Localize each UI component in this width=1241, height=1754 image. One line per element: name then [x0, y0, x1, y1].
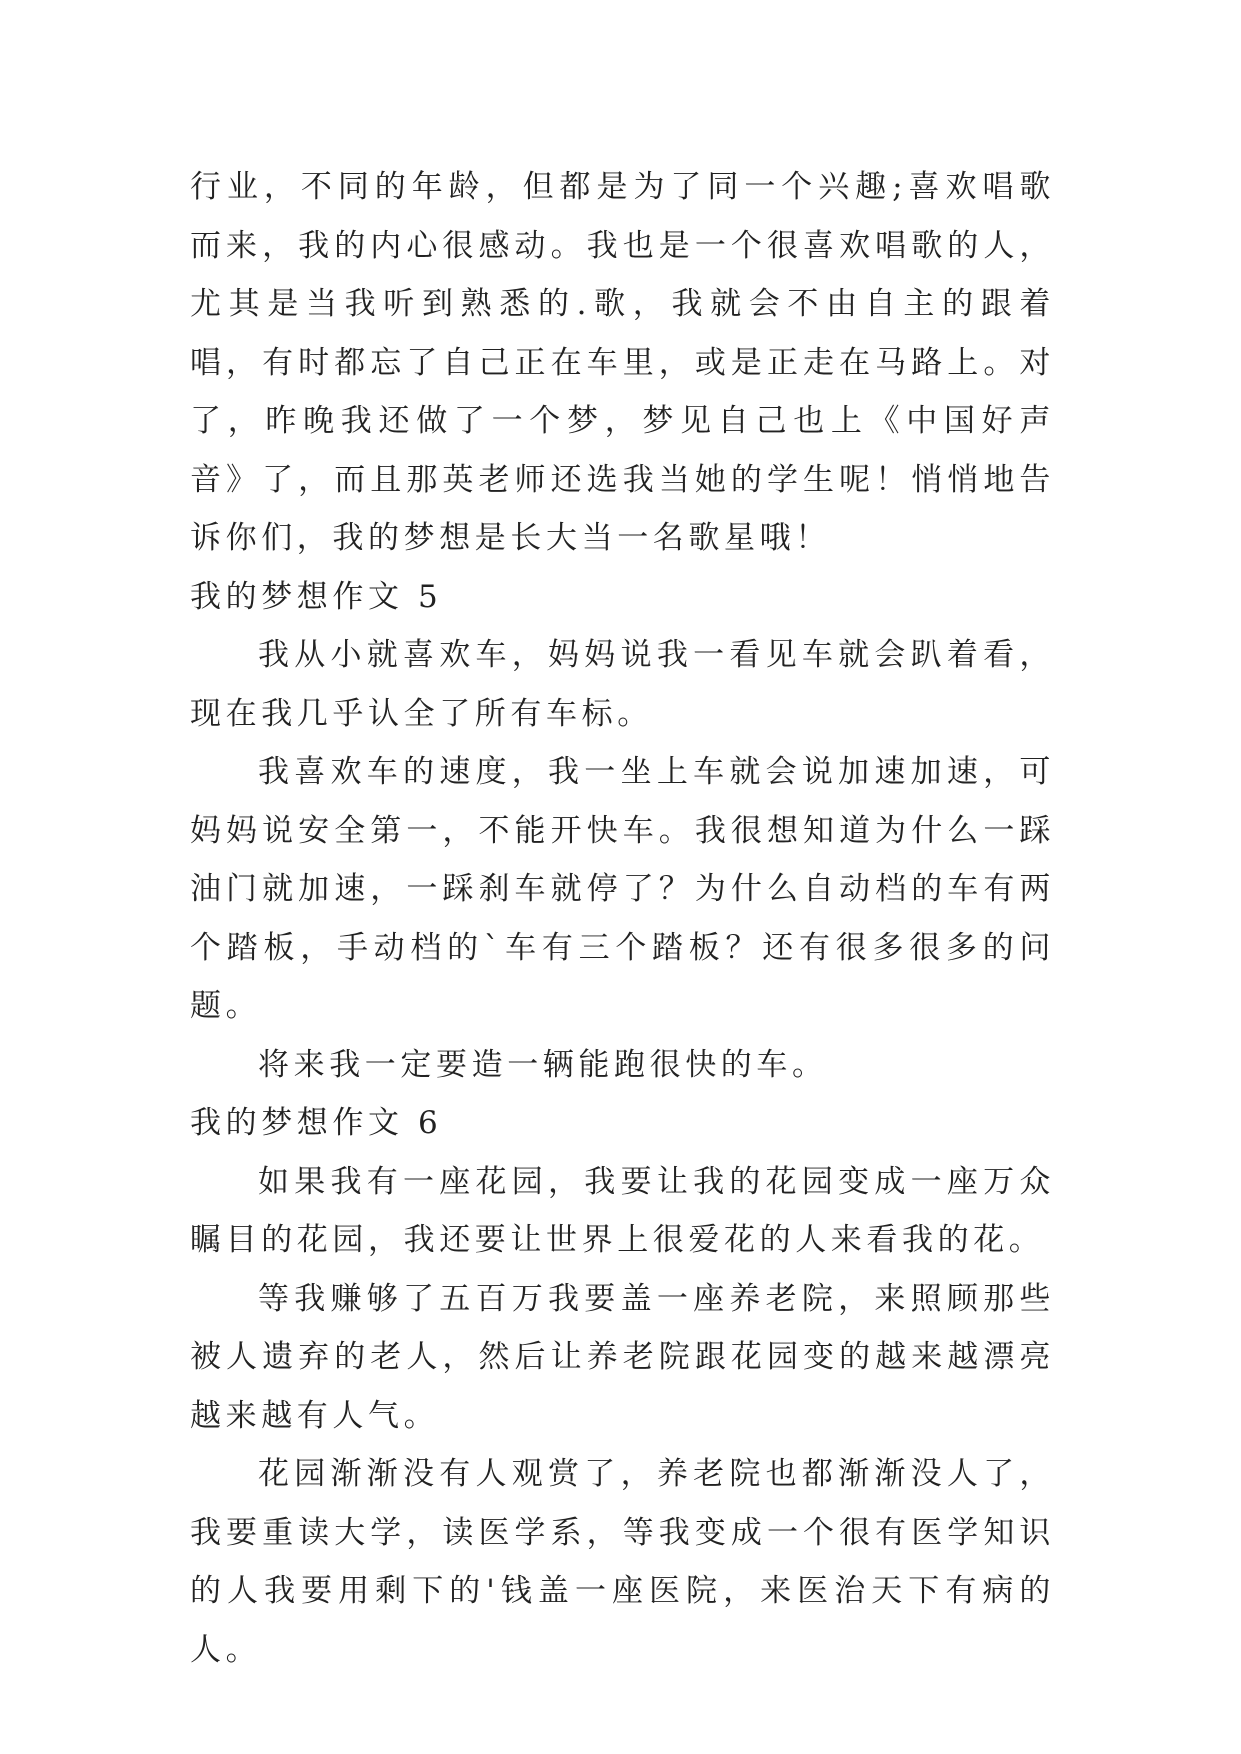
paragraph: 我从小就喜欢车，妈妈说我一看见车就会趴着看，现在我几乎认全了所有车标。	[190, 637, 1055, 732]
paragraph: 花园渐渐没有人观赏了，养老院也都渐渐没人了，我要重读大学，读医学系，等我变成一个很有医学知识的人我要用剩下的'钱盖一座医院，来医治天下有病的人。	[190, 1456, 1055, 1668]
section-heading-essay-6: 我的梦想作文 6	[190, 1105, 443, 1141]
section-heading-essay-5: 我的梦想作文 5	[190, 578, 443, 615]
paragraph: 等我赚够了五百万我要盖一座养老院，来照顾那些被人遗弃的老人，然后让养老院跟花园变的越来越漂亮越来越有人气。	[190, 1280, 1055, 1434]
paragraph: 如果我有一座花园，我要让我的花园变成一座万众瞩目的花园，我还要让世界上很爱花的人来看我的花。	[190, 1163, 1055, 1258]
document-page	[190, 158, 1055, 1679]
paragraph: 将来我一定要造一辆能跑很快的车。	[258, 1046, 828, 1083]
paragraph: 我喜欢车的速度，我一坐上车就会说加速加速，可妈妈说安全第一，不能开快车。我很想知道为什么一踩油门就加速，一踩刹车就停了？为什么自动档的车有两个踏板，手动档的`车有三个踏板？还有很多很多的问题。	[190, 754, 1055, 1024]
continued-paragraph: 行业，不同的年龄，但都是为了同一个兴趣;喜欢唱歌而来，我的内心很感动。我也是一个很喜欢唱歌的人，尤其是当我听到熟悉的.歌，我就会不由自主的跟着唱，有时都忘了自己正在车里，或是正走在马路上。对了，昨晚我还做了一个梦，梦见自己也上《中国好声音》了，而且那英老师还选我当她的学生呢！悄悄地告诉你们，我的梦想是长大当一名歌星哦！	[190, 169, 1055, 556]
